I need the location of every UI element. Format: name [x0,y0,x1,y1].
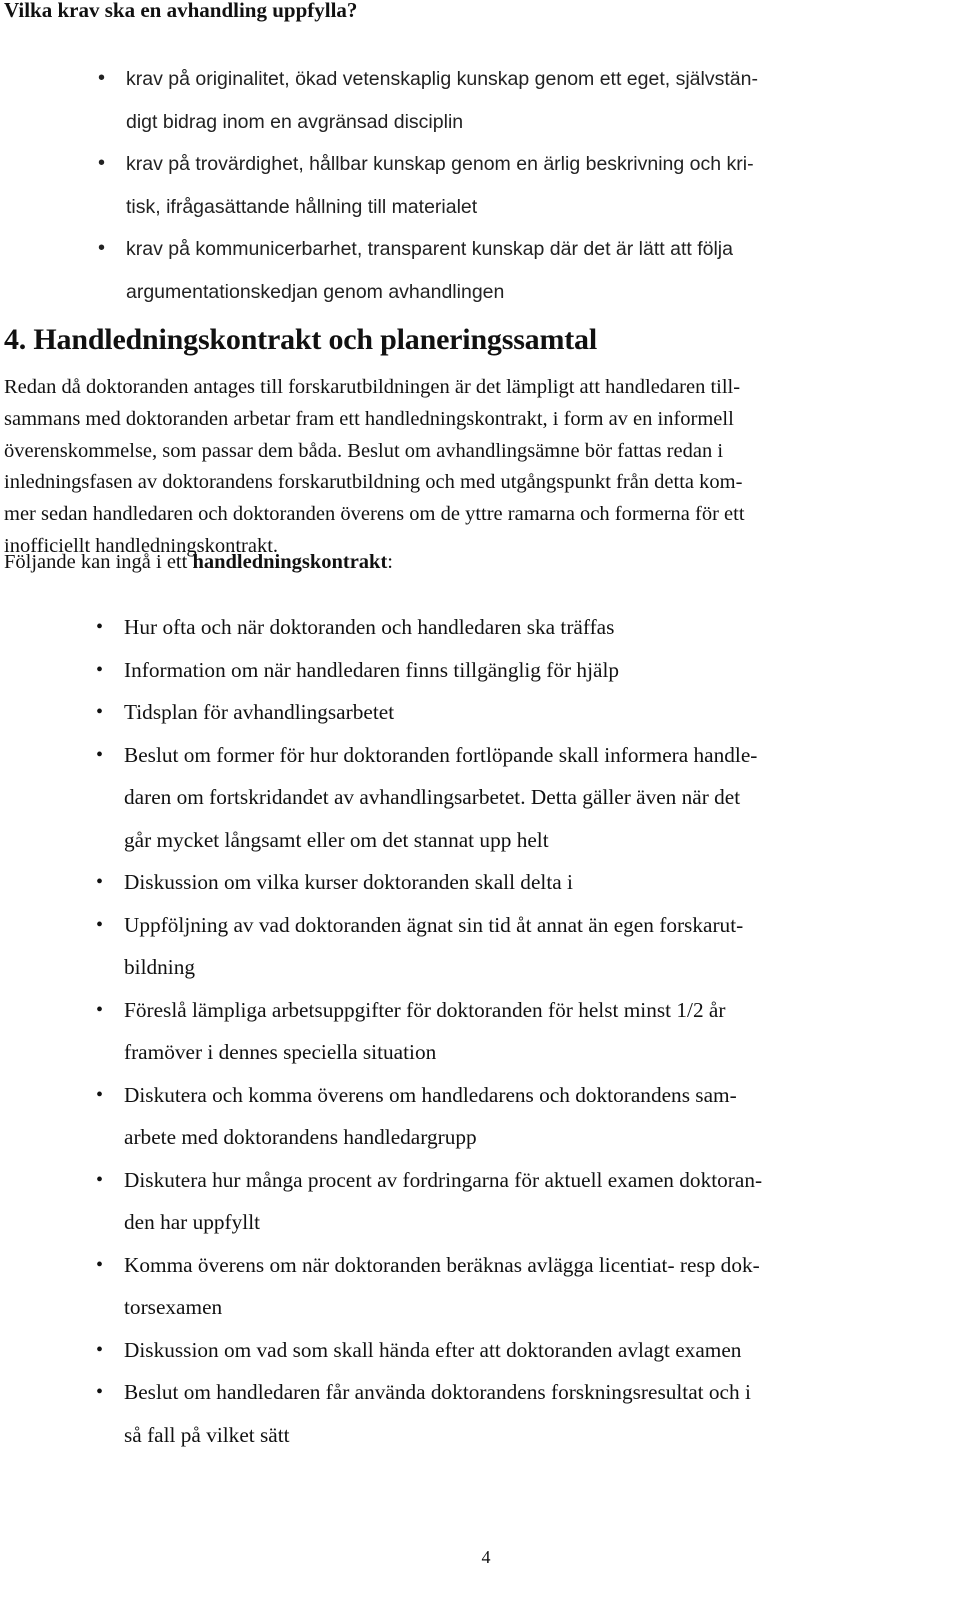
bullet-icon: • [96,701,104,723]
list-item-text [124,998,725,1065]
list-item-text-line: torsexamen [124,1295,223,1319]
bullet-icon: • [96,1381,104,1403]
list-item-text-line: digt bidrag inom en avgränsad disciplin [126,110,464,133]
list-item-text-line: Beslut om former för hur doktoranden fortlöpande skall informera handle- [124,742,758,767]
bullet-icon: • [98,152,106,174]
lead-suffix: : [387,551,393,573]
list-item-text-line: krav på trovärdighet, hållbar kunskap genom en ärlig beskrivning och kri- [126,153,754,175]
list-item-text-line: argumentationskedjan genom avhandlingen [126,280,505,303]
list-item-text-line: framöver i dennes speciella situation [124,1040,437,1064]
list-item-text-line: tisk, ifrågasättande hållning till materialet [126,195,478,218]
list-item-text-line: Tidsplan för avhandlingsarbetet [124,700,395,724]
list-item-text-line: går mycket långsamt eller om det stannat upp helt [124,827,549,852]
bullet-icon: • [96,1083,104,1106]
list-item-text [124,913,743,980]
paragraph-line: inofficiellt handledningskontrakt. [4,534,279,557]
list-item-text [124,1253,760,1320]
list-item-text [124,700,394,724]
bullet-icon: • [98,237,106,259]
list-item-text-line: Diskutera och komma överens om handledarens och doktorandens sam- [124,1082,737,1107]
list-item [96,1074,894,1159]
list-item-text-line: bildning [124,955,195,979]
contract-lead-line [4,547,393,579]
list-item [98,58,896,143]
page-number: 4 [481,1547,491,1567]
bullet-icon: • [96,913,104,936]
list-item-text-line: Uppföljning av vad doktoranden ägnat sin tid åt annat än egen forskarut- [124,912,744,937]
list-item-text [124,1168,762,1235]
lead-bold-term: handledningskontrakt [192,551,388,573]
list-item-text [124,1338,741,1362]
list-item-text-line: Föreslå lämpliga arbetsuppgifter för doktoranden för helst minst 1/2 år [124,997,726,1022]
list-item-text [126,68,758,133]
section-heading: 4. Handledningskontrakt och planeringssamtal [4,323,597,356]
bullet-icon: • [96,743,104,766]
top-heading: Vilka krav ska en avhandling uppfylla? [4,0,358,22]
list-item-text [126,238,733,303]
list-item [98,143,896,228]
list-item-text-line: Diskutera hur många procent av fordringarna för aktuell examen doktoran- [124,1167,763,1192]
list-item-text [126,153,754,218]
list-item [96,1371,894,1456]
list-item-text [124,615,614,639]
list-item-text-line: daren om fortskridandet av avhandlingsarbetet. Detta gäller även när det [124,785,741,809]
bullet-icon: • [96,658,104,681]
paragraph-line: mer sedan handledaren och doktoranden överens om de yttre ramarna och formerna för ett [4,503,745,526]
bullet-icon: • [96,1253,104,1276]
paragraph-line: Redan då doktoranden antages till forskarutbildningen är det lämpligt att handledaren till- [4,376,741,398]
lead-prefix: Följande kan ingå i ett [4,551,193,573]
list-item-text-line: krav på kommunicerbarhet, transparent kunskap där det är lätt att följa [126,238,733,260]
list-item-text [124,743,757,852]
list-item [96,1329,894,1372]
list-item [96,734,894,862]
list-item-text-line: krav på originalitet, ökad vetenskaplig kunskap genom ett eget, självstän- [126,68,758,90]
list-item [96,1244,894,1329]
bullet-icon: • [96,998,104,1021]
bullet-icon: • [98,67,106,89]
list-item-text-line: Beslut om handledaren får använda doktorandens forskningsresultat och i [124,1380,751,1404]
list-item [96,1159,894,1244]
list-item-text-line: den har uppfyllt [124,1210,261,1234]
requirements-list [98,58,896,313]
list-item-text-line: Hur ofta och när doktoranden och handledaren ska träffas [124,615,615,639]
list-item-text-line: Diskussion om vad som skall hända efter att doktoranden avlagt examen [124,1337,742,1362]
bullet-icon: • [96,1338,104,1361]
list-item [96,606,894,649]
list-item [96,649,894,692]
list-item [96,861,894,904]
bullet-icon: • [96,871,104,893]
list-item-text-line: så fall på vilket sätt [124,1422,290,1447]
section-paragraph [4,372,934,563]
bullet-icon: • [96,1168,104,1191]
list-item [96,691,894,734]
paragraph-line: inledningsfasen av doktorandens forskarutbildning och med utgångspunkt från detta kom- [4,471,743,494]
list-item-text [124,870,573,894]
paragraph-line: överenskommelse, som passar dem båda. Beslut om avhandlingsämne bör fattas redan i [4,439,724,462]
list-item [98,228,896,313]
list-item-text-line: arbete med doktorandens handledargrupp [124,1125,477,1149]
contract-items-list [96,606,894,1456]
list-item-text-line: Komma överens om när doktoranden beräknas avlägga licentiat- resp dok- [124,1252,760,1277]
list-item [96,989,894,1074]
list-item [96,904,894,989]
paragraph-line: sammans med doktoranden arbetar fram ett handledningskontrakt, i form av en informell [4,407,734,430]
list-item-text-line: Diskussion om vilka kurser doktoranden skall delta i [124,870,573,894]
list-item-text [124,1083,737,1150]
list-item-text [124,658,619,682]
bullet-icon: • [96,616,104,638]
list-item-text-line: Information om när handledaren finns tillgänglig för hjälp [124,657,620,682]
list-item-text [124,1380,751,1447]
